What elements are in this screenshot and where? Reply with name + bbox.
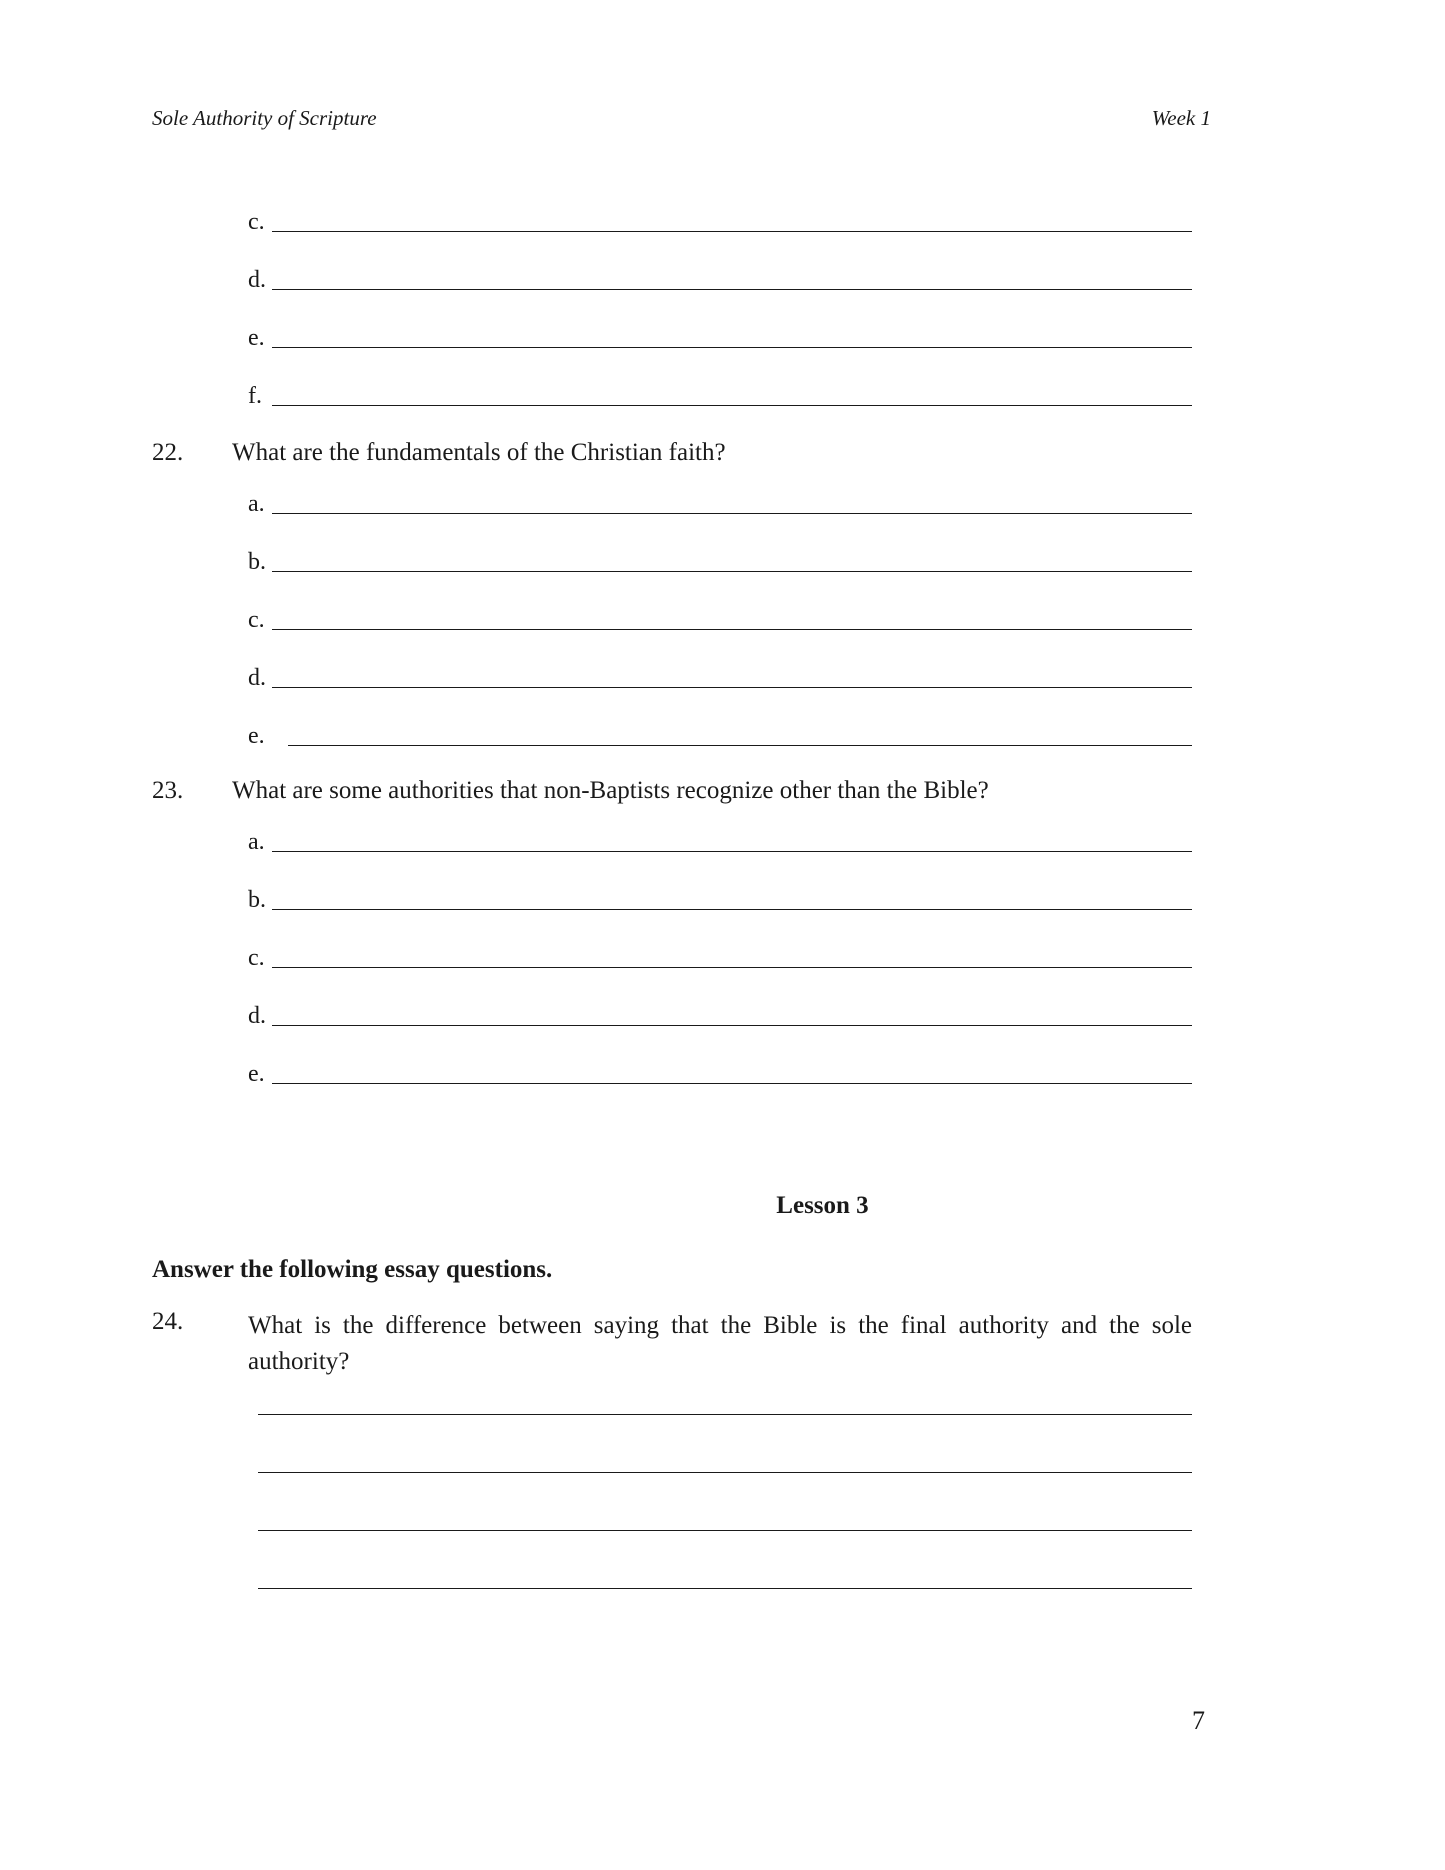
section-instructions: Answer the following essay questions. — [152, 1256, 553, 1283]
answer-letter: d. — [248, 665, 266, 691]
answer-blank-line[interactable] — [288, 745, 1192, 746]
answer-row — [248, 878, 1192, 912]
question-text: What are some authorities that non-Baptists recognize other than the Bible? — [232, 777, 989, 804]
question-number: 22. — [152, 439, 184, 466]
answer-row — [248, 994, 1192, 1028]
question-text: What are the fundamentals of the Christian faith? — [232, 439, 726, 466]
answer-letter: c. — [248, 945, 265, 971]
question-number: 23. — [152, 777, 184, 804]
answer-letter: a. — [248, 829, 265, 855]
answer-letter: e. — [248, 1061, 265, 1087]
answer-row — [248, 1052, 1192, 1086]
answer-blank-line[interactable] — [272, 513, 1192, 514]
answer-letter: d. — [248, 1003, 266, 1029]
answer-row — [248, 820, 1192, 854]
page-number: 7 — [1192, 1706, 1205, 1735]
answer-row — [248, 656, 1192, 690]
answer-blank-line[interactable] — [272, 967, 1192, 968]
answer-row — [248, 936, 1192, 970]
answer-blank-line[interactable] — [272, 571, 1192, 572]
answer-letter: e. — [248, 723, 265, 749]
answer-row — [248, 200, 1192, 234]
answer-letter: c. — [248, 209, 265, 235]
question-text: What is the difference between saying that the Bible is the final authority and the sole authority? — [248, 1312, 1192, 1375]
answer-row — [248, 598, 1192, 632]
answer-row — [248, 374, 1192, 408]
answer-row — [248, 714, 1192, 748]
essay-answer-line[interactable] — [258, 1530, 1192, 1531]
answer-blank-line[interactable] — [272, 289, 1192, 290]
answer-blank-line[interactable] — [272, 1083, 1192, 1084]
answer-letter: b. — [248, 887, 266, 913]
answer-letter: e. — [248, 325, 265, 351]
answer-row — [248, 482, 1192, 516]
answer-row — [248, 316, 1192, 350]
answer-letter: f. — [248, 383, 262, 409]
answer-blank-line[interactable] — [272, 405, 1192, 406]
answer-blank-line[interactable] — [272, 629, 1192, 630]
answer-blank-line[interactable] — [272, 347, 1192, 348]
answer-blank-line[interactable] — [272, 231, 1192, 232]
answer-letter: c. — [248, 607, 265, 633]
answer-blank-line[interactable] — [272, 687, 1192, 688]
running-header-title: Sole Authority of Scripture — [152, 106, 377, 130]
answer-blank-line[interactable] — [272, 851, 1192, 852]
essay-answer-line[interactable] — [258, 1472, 1192, 1473]
essay-answer-line[interactable] — [258, 1414, 1192, 1415]
essay-answer-line[interactable] — [258, 1588, 1192, 1589]
answer-letter: a. — [248, 491, 265, 517]
question-number: 24. — [152, 1308, 184, 1335]
answer-letter: d. — [248, 267, 266, 293]
answer-blank-line[interactable] — [272, 1025, 1192, 1026]
answer-row — [248, 258, 1192, 292]
running-header-week: Week 1 — [1151, 106, 1211, 130]
answer-blank-line[interactable] — [272, 909, 1192, 910]
lesson-heading: Lesson 3 — [776, 1192, 869, 1219]
answer-letter: b. — [248, 549, 266, 575]
answer-row — [248, 540, 1192, 574]
